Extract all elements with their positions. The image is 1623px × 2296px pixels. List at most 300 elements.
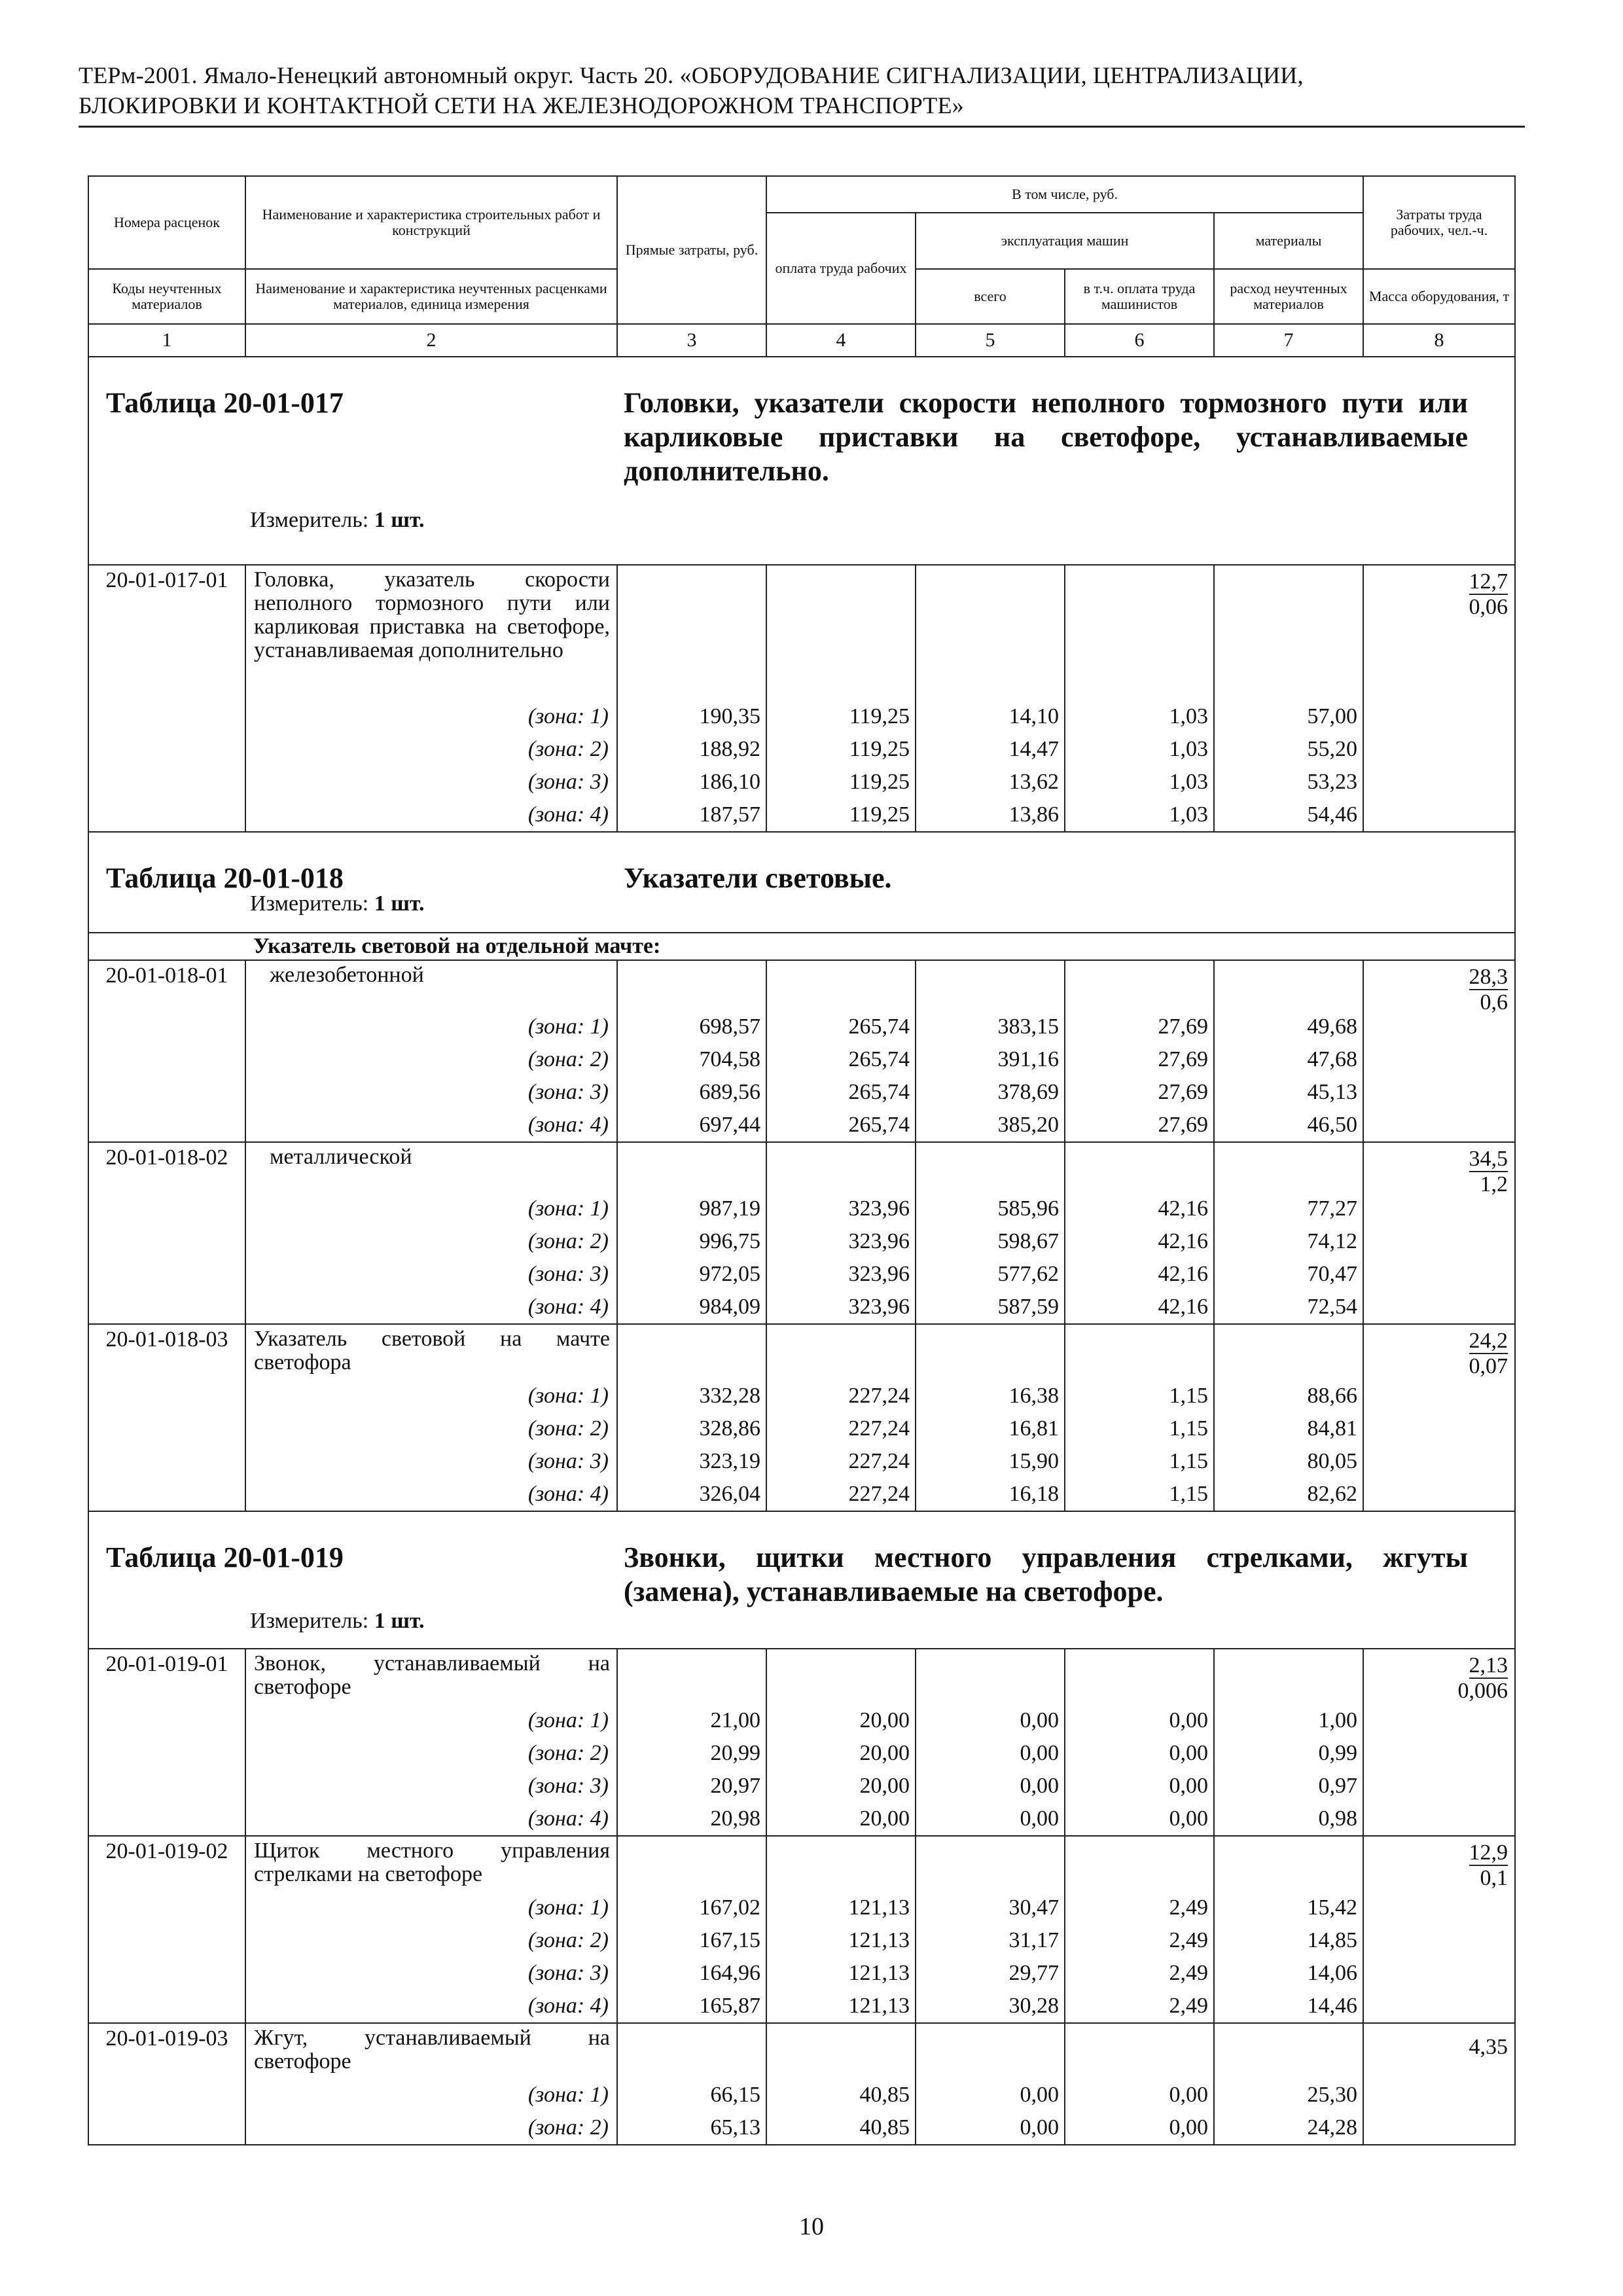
labor-mass bbox=[1363, 960, 1515, 1142]
operator-pay: 27,69 bbox=[1065, 1076, 1214, 1109]
labor-costs-value: 28,3 bbox=[1469, 965, 1508, 989]
zone-row bbox=[88, 1770, 1515, 1803]
worker-pay: 121,13 bbox=[766, 1892, 916, 1924]
subhead-row bbox=[88, 933, 1515, 960]
worker-pay: 227,24 bbox=[766, 1380, 916, 1412]
empty-cell bbox=[1065, 2023, 1214, 2079]
worker-pay: 20,00 bbox=[766, 1704, 916, 1737]
measure-value: 1 шт. bbox=[374, 508, 425, 532]
zone-label: (зона: 1) bbox=[245, 1892, 617, 1924]
zone-label: (зона: 3) bbox=[245, 1957, 617, 1990]
table-caption: Головки, указатели скорости неполного тормозного пути или карликовые приставки на светофоре, устанавливаемые дополнительно. bbox=[624, 387, 1468, 487]
rate-code: 20-01-019-03 bbox=[88, 2023, 245, 2145]
operator-pay: 1,03 bbox=[1065, 700, 1214, 733]
col-number: 8 bbox=[1363, 324, 1515, 357]
operator-pay: 1,03 bbox=[1065, 798, 1214, 832]
labor-costs-value: 2,13 bbox=[1469, 1653, 1508, 1677]
worker-pay: 227,24 bbox=[766, 1478, 916, 1511]
zone-label: (зона: 2) bbox=[245, 1737, 617, 1770]
zone-row bbox=[88, 1412, 1515, 1445]
materials: 74,12 bbox=[1214, 1225, 1363, 1258]
col-number: 2 bbox=[245, 324, 617, 357]
direct-costs: 164,96 bbox=[617, 1957, 766, 1990]
materials: 49,68 bbox=[1214, 1011, 1363, 1043]
worker-pay: 265,74 bbox=[766, 1043, 916, 1076]
measure-value: 1 шт. bbox=[374, 1609, 425, 1633]
col-materials: материалы bbox=[1214, 213, 1363, 269]
labor-mass bbox=[1363, 1649, 1515, 1836]
rate-name: Щиток местного управления стрелками на светофоре bbox=[245, 1836, 617, 1892]
machine-total: 16,18 bbox=[916, 1478, 1065, 1511]
rates-table-body bbox=[88, 176, 1515, 2145]
rates-table bbox=[88, 175, 1516, 2145]
materials: 45,13 bbox=[1214, 1076, 1363, 1109]
materials: 88,66 bbox=[1214, 1380, 1363, 1412]
materials: 24,28 bbox=[1214, 2111, 1363, 2145]
machine-total: 29,77 bbox=[916, 1957, 1065, 1990]
worker-pay: 119,25 bbox=[766, 700, 916, 733]
operator-pay: 42,16 bbox=[1065, 1225, 1214, 1258]
materials: 14,46 bbox=[1214, 1990, 1363, 2023]
col-labor-costs: Затраты труда рабочих, чел.-ч. bbox=[1363, 176, 1515, 269]
operator-pay: 2,49 bbox=[1065, 1957, 1214, 1990]
materials: 53,23 bbox=[1214, 766, 1363, 798]
direct-costs: 167,15 bbox=[617, 1924, 766, 1957]
operator-pay: 27,69 bbox=[1065, 1043, 1214, 1076]
table-caption: Указатели световые. bbox=[624, 862, 892, 894]
table-measure bbox=[250, 891, 425, 916]
table-measure bbox=[250, 1609, 425, 1634]
direct-costs: 65,13 bbox=[617, 2111, 766, 2145]
col-rate-numbers: Номера расценок bbox=[88, 176, 245, 269]
machine-total: 16,81 bbox=[916, 1412, 1065, 1445]
zone-row bbox=[88, 1076, 1515, 1109]
materials: 1,00 bbox=[1214, 1704, 1363, 1737]
machine-total: 385,20 bbox=[916, 1109, 1065, 1142]
equipment-mass-value: 1,2 bbox=[1480, 1172, 1508, 1196]
operator-pay: 2,49 bbox=[1065, 1990, 1214, 2023]
page-number: 10 bbox=[799, 2213, 824, 2240]
zone-label: (зона: 3) bbox=[245, 1770, 617, 1803]
col-material-codes: Коды неучтенных материалов bbox=[88, 269, 245, 324]
empty-cell bbox=[766, 565, 916, 700]
measure-value: 1 шт. bbox=[374, 891, 425, 916]
col-number: 7 bbox=[1214, 324, 1363, 357]
empty-cell bbox=[617, 1649, 766, 1704]
direct-costs: 20,99 bbox=[617, 1737, 766, 1770]
table-title-row bbox=[88, 357, 1515, 565]
machine-total: 15,90 bbox=[916, 1445, 1065, 1478]
direct-costs: 66,15 bbox=[617, 2079, 766, 2111]
machine-total: 14,47 bbox=[916, 733, 1065, 766]
operator-pay: 1,15 bbox=[1065, 1412, 1214, 1445]
col-equipment-mass: Масса оборудования, т bbox=[1363, 269, 1515, 324]
labor-costs-value: 34,5 bbox=[1469, 1147, 1508, 1171]
worker-pay: 265,74 bbox=[766, 1011, 916, 1043]
empty-cell bbox=[766, 1324, 916, 1380]
labor-mass bbox=[1363, 2023, 1515, 2145]
direct-costs: 972,05 bbox=[617, 1258, 766, 1291]
zone-row bbox=[88, 2111, 1515, 2145]
worker-pay: 323,96 bbox=[766, 1193, 916, 1225]
direct-costs: 165,87 bbox=[617, 1990, 766, 2023]
machine-total: 0,00 bbox=[916, 1770, 1065, 1803]
empty-cell bbox=[1214, 1836, 1363, 1892]
empty-cell bbox=[1214, 1324, 1363, 1380]
zone-row bbox=[88, 1704, 1515, 1737]
empty-cell bbox=[916, 565, 1065, 700]
labor-costs-value: 4,35 bbox=[1469, 2035, 1508, 2059]
table-title-row bbox=[88, 1511, 1515, 1649]
equipment-mass-value: 0,06 bbox=[1469, 595, 1508, 619]
zone-label: (зона: 4) bbox=[245, 1291, 617, 1324]
machine-total: 30,47 bbox=[916, 1892, 1065, 1924]
empty-cell bbox=[1065, 1142, 1214, 1193]
table-title-inner bbox=[89, 386, 1514, 535]
direct-costs: 689,56 bbox=[617, 1076, 766, 1109]
worker-pay: 323,96 bbox=[766, 1291, 916, 1324]
direct-costs: 987,19 bbox=[617, 1193, 766, 1225]
col-machine-operation: эксплуатация машин bbox=[916, 213, 1214, 269]
empty-cell bbox=[617, 1324, 766, 1380]
measure-label: Измеритель: bbox=[250, 1609, 369, 1633]
empty-cell bbox=[1214, 565, 1363, 700]
rate-code: 20-01-018-02 bbox=[88, 1142, 245, 1324]
table-title-inner bbox=[89, 861, 1514, 916]
header-line-1: ТЕРм-2001. Ямало-Ненецкий автономный округ. Часть 20. «ОБОРУДОВАНИЕ СИГНАЛИЗАЦИИ, ЦЕНТРАЛИЗАЦИИ, bbox=[79, 62, 1304, 88]
table-number: Таблица 20-01-018 bbox=[106, 862, 344, 894]
empty-cell bbox=[766, 1649, 916, 1704]
machine-total: 30,28 bbox=[916, 1990, 1065, 2023]
col-number: 3 bbox=[617, 324, 766, 357]
empty-cell bbox=[766, 1142, 916, 1193]
empty-cell bbox=[766, 1836, 916, 1892]
machine-total: 0,00 bbox=[916, 2111, 1065, 2145]
materials: 25,30 bbox=[1214, 2079, 1363, 2111]
zone-label: (зона: 1) bbox=[245, 1011, 617, 1043]
empty-cell bbox=[617, 2023, 766, 2079]
zone-label: (зона: 2) bbox=[245, 1043, 617, 1076]
worker-pay: 323,96 bbox=[766, 1225, 916, 1258]
operator-pay: 1,03 bbox=[1065, 766, 1214, 798]
operator-pay: 0,00 bbox=[1065, 1803, 1214, 1836]
zone-row bbox=[88, 1478, 1515, 1511]
zone-label: (зона: 4) bbox=[245, 798, 617, 832]
zone-label: (зона: 2) bbox=[245, 733, 617, 766]
materials: 14,85 bbox=[1214, 1924, 1363, 1957]
materials: 55,20 bbox=[1214, 733, 1363, 766]
operator-pay: 27,69 bbox=[1065, 1011, 1214, 1043]
empty-cell bbox=[916, 1649, 1065, 1704]
rate-code: 20-01-017-01 bbox=[88, 565, 245, 832]
table-row bbox=[88, 1836, 1515, 1892]
rate-name: металлической bbox=[245, 1142, 617, 1193]
zone-label: (зона: 2) bbox=[245, 2111, 617, 2145]
equipment-mass-value: 0,6 bbox=[1480, 990, 1508, 1014]
worker-pay: 40,85 bbox=[766, 2079, 916, 2111]
zone-label: (зона: 1) bbox=[245, 700, 617, 733]
zone-label: (зона: 3) bbox=[245, 1076, 617, 1109]
operator-pay: 0,00 bbox=[1065, 1770, 1214, 1803]
empty-cell bbox=[1214, 1649, 1363, 1704]
rate-name: Жгут, устанавливаемый на светофоре bbox=[245, 2023, 617, 2079]
worker-pay: 265,74 bbox=[766, 1076, 916, 1109]
labor-mass bbox=[1363, 1836, 1515, 2023]
machine-total: 391,16 bbox=[916, 1043, 1065, 1076]
machine-total: 13,86 bbox=[916, 798, 1065, 832]
worker-pay: 121,13 bbox=[766, 1957, 916, 1990]
empty-cell bbox=[916, 1142, 1065, 1193]
operator-pay: 1,15 bbox=[1065, 1380, 1214, 1412]
rate-code: 20-01-019-01 bbox=[88, 1649, 245, 1836]
col-direct-costs: Прямые затраты, руб. bbox=[617, 176, 766, 324]
machine-total: 598,67 bbox=[916, 1225, 1065, 1258]
zone-row bbox=[88, 1258, 1515, 1291]
table-measure bbox=[250, 508, 425, 533]
machine-total: 378,69 bbox=[916, 1076, 1065, 1109]
operator-pay: 0,00 bbox=[1065, 1704, 1214, 1737]
direct-costs: 328,86 bbox=[617, 1412, 766, 1445]
worker-pay: 265,74 bbox=[766, 1109, 916, 1142]
table-row bbox=[88, 565, 1515, 700]
zone-row bbox=[88, 700, 1515, 733]
rate-name: Указатель световой на мачте светофора bbox=[245, 1324, 617, 1380]
zone-label: (зона: 2) bbox=[245, 1924, 617, 1957]
direct-costs: 996,75 bbox=[617, 1225, 766, 1258]
worker-pay: 20,00 bbox=[766, 1737, 916, 1770]
direct-costs: 188,92 bbox=[617, 733, 766, 766]
direct-costs: 326,04 bbox=[617, 1478, 766, 1511]
operator-pay: 1,03 bbox=[1065, 733, 1214, 766]
zone-label: (зона: 3) bbox=[245, 766, 617, 798]
col-work-name: Наименование и характеристика строительных работ и конструкций bbox=[245, 176, 617, 269]
table-caption: Звонки, щитки местного управления стрелками, жгуты (замена), устанавливаемые на светофоре. bbox=[624, 1541, 1468, 1607]
header-line-2: БЛОКИРОВКИ И КОНТАКТНОЙ СЕТИ НА ЖЕЛЕЗНОДОРОЖНОМ ТРАНСПОРТЕ» bbox=[79, 92, 964, 118]
zone-label: (зона: 1) bbox=[245, 1380, 617, 1412]
zone-row bbox=[88, 1225, 1515, 1258]
operator-pay: 27,69 bbox=[1065, 1109, 1214, 1142]
zone-label: (зона: 4) bbox=[245, 1803, 617, 1836]
empty-cell bbox=[766, 960, 916, 1011]
worker-pay: 323,96 bbox=[766, 1258, 916, 1291]
operator-pay: 2,49 bbox=[1065, 1892, 1214, 1924]
rate-code: 20-01-018-03 bbox=[88, 1324, 245, 1511]
empty-cell bbox=[766, 2023, 916, 2079]
materials: 70,47 bbox=[1214, 1258, 1363, 1291]
zone-row bbox=[88, 1043, 1515, 1076]
zone-label: (зона: 4) bbox=[245, 1990, 617, 2023]
materials: 0,97 bbox=[1214, 1770, 1363, 1803]
col-material-name: Наименование и характеристика неучтенных расценками материалов, единица измерения bbox=[245, 269, 617, 324]
worker-pay: 227,24 bbox=[766, 1412, 916, 1445]
zone-row bbox=[88, 2079, 1515, 2111]
direct-costs: 167,02 bbox=[617, 1892, 766, 1924]
zone-label: (зона: 4) bbox=[245, 1478, 617, 1511]
table-number: Таблица 20-01-019 bbox=[106, 1541, 344, 1573]
worker-pay: 227,24 bbox=[766, 1445, 916, 1478]
materials: 46,50 bbox=[1214, 1109, 1363, 1142]
empty-cell bbox=[916, 1836, 1065, 1892]
operator-pay: 42,16 bbox=[1065, 1291, 1214, 1324]
zone-row bbox=[88, 1380, 1515, 1412]
equipment-mass-value: 0,006 bbox=[1457, 1679, 1508, 1703]
table-subhead: Указатель световой на отдельной мачте: bbox=[245, 933, 1515, 960]
col-including: В том числе, руб. bbox=[766, 176, 1363, 213]
operator-pay: 2,49 bbox=[1065, 1924, 1214, 1957]
machine-total: 587,59 bbox=[916, 1291, 1065, 1324]
equipment-mass-value: 0,07 bbox=[1469, 1354, 1508, 1378]
zone-row bbox=[88, 1445, 1515, 1478]
zone-row bbox=[88, 1803, 1515, 1836]
table-title-inner bbox=[89, 1541, 1514, 1633]
zone-label: (зона: 3) bbox=[245, 1258, 617, 1291]
rate-code: 20-01-019-02 bbox=[88, 1836, 245, 2023]
zone-label: (зона: 3) bbox=[245, 1445, 617, 1478]
zone-label: (зона: 1) bbox=[245, 1704, 617, 1737]
direct-costs: 186,10 bbox=[617, 766, 766, 798]
table-title bbox=[88, 832, 1515, 933]
table-row bbox=[88, 960, 1515, 1011]
worker-pay: 119,25 bbox=[766, 733, 916, 766]
empty-cell bbox=[1065, 1649, 1214, 1704]
table-row bbox=[88, 1649, 1515, 1704]
operator-pay: 0,00 bbox=[1065, 2111, 1214, 2145]
materials: 82,62 bbox=[1214, 1478, 1363, 1511]
col-number: 1 bbox=[88, 324, 245, 357]
worker-pay: 121,13 bbox=[766, 1990, 916, 2023]
direct-costs: 20,98 bbox=[617, 1803, 766, 1836]
machine-total: 16,38 bbox=[916, 1380, 1065, 1412]
direct-costs: 323,19 bbox=[617, 1445, 766, 1478]
table-title bbox=[88, 357, 1515, 565]
zone-row bbox=[88, 1957, 1515, 1990]
col-operator-pay: в т.ч. оплата труда машинистов bbox=[1065, 269, 1214, 324]
empty-cell bbox=[617, 1142, 766, 1193]
machine-total: 0,00 bbox=[916, 1704, 1065, 1737]
operator-pay: 42,16 bbox=[1065, 1258, 1214, 1291]
empty-cell bbox=[1214, 960, 1363, 1011]
empty-cell bbox=[916, 960, 1065, 1011]
direct-costs: 187,57 bbox=[617, 798, 766, 832]
materials: 0,98 bbox=[1214, 1803, 1363, 1836]
zone-row bbox=[88, 1990, 1515, 2023]
empty-cell bbox=[916, 1324, 1065, 1380]
direct-costs: 697,44 bbox=[617, 1109, 766, 1142]
empty-cell bbox=[1214, 1142, 1363, 1193]
labor-costs-value: 12,9 bbox=[1469, 1840, 1508, 1865]
direct-costs: 332,28 bbox=[617, 1380, 766, 1412]
materials: 77,27 bbox=[1214, 1193, 1363, 1225]
labor-costs-value: 12,7 bbox=[1469, 569, 1508, 594]
table-title bbox=[88, 1511, 1515, 1649]
materials: 80,05 bbox=[1214, 1445, 1363, 1478]
operator-pay: 1,15 bbox=[1065, 1445, 1214, 1478]
zone-label: (зона: 1) bbox=[245, 1193, 617, 1225]
zone-label: (зона: 2) bbox=[245, 1412, 617, 1445]
table-title-row bbox=[88, 832, 1515, 933]
col-number: 4 bbox=[766, 324, 916, 357]
empty-cell bbox=[617, 565, 766, 700]
materials: 57,00 bbox=[1214, 700, 1363, 733]
zone-row bbox=[88, 1011, 1515, 1043]
subhead-spacer bbox=[88, 933, 245, 960]
empty-cell bbox=[617, 1836, 766, 1892]
machine-total: 585,96 bbox=[916, 1193, 1065, 1225]
machine-total: 31,17 bbox=[916, 1924, 1065, 1957]
zone-row bbox=[88, 798, 1515, 832]
measure-label: Измеритель: bbox=[250, 891, 369, 916]
zone-row bbox=[88, 1109, 1515, 1142]
zone-row bbox=[88, 1737, 1515, 1770]
empty-cell bbox=[1214, 2023, 1363, 2079]
machine-total: 0,00 bbox=[916, 1803, 1065, 1836]
col-number: 5 bbox=[916, 324, 1065, 357]
zone-label: (зона: 1) bbox=[245, 2079, 617, 2111]
direct-costs: 190,35 bbox=[617, 700, 766, 733]
zone-row bbox=[88, 1291, 1515, 1324]
machine-total: 0,00 bbox=[916, 2079, 1065, 2111]
document-header bbox=[79, 60, 1525, 128]
machine-total: 0,00 bbox=[916, 1737, 1065, 1770]
rate-code: 20-01-018-01 bbox=[88, 960, 245, 1142]
labor-mass bbox=[1363, 565, 1515, 832]
machine-total: 13,62 bbox=[916, 766, 1065, 798]
direct-costs: 984,09 bbox=[617, 1291, 766, 1324]
operator-pay: 42,16 bbox=[1065, 1193, 1214, 1225]
table-number: Таблица 20-01-017 bbox=[106, 387, 344, 419]
materials: 72,54 bbox=[1214, 1291, 1363, 1324]
rate-name: железобетонной bbox=[245, 960, 617, 1011]
empty-cell bbox=[1065, 1836, 1214, 1892]
direct-costs: 704,58 bbox=[617, 1043, 766, 1076]
rate-name: Звонок, устанавливаемый на светофоре bbox=[245, 1649, 617, 1704]
direct-costs: 21,00 bbox=[617, 1704, 766, 1737]
empty-cell bbox=[1065, 565, 1214, 700]
table-row bbox=[88, 2023, 1515, 2079]
machine-total: 14,10 bbox=[916, 700, 1065, 733]
col-material-consumption: расход неучтенных материалов bbox=[1214, 269, 1363, 324]
rate-name: Головка, указатель скорости неполного тормозного пути или карликовая приставка на светофоре, устанавливаемая дополнительно bbox=[245, 565, 617, 700]
zone-row bbox=[88, 1892, 1515, 1924]
worker-pay: 121,13 bbox=[766, 1924, 916, 1957]
zone-row bbox=[88, 733, 1515, 766]
operator-pay: 1,15 bbox=[1065, 1478, 1214, 1511]
direct-costs: 20,97 bbox=[617, 1770, 766, 1803]
col-total: всего bbox=[916, 269, 1065, 324]
materials: 14,06 bbox=[1214, 1957, 1363, 1990]
worker-pay: 40,85 bbox=[766, 2111, 916, 2145]
labor-costs-value: 24,2 bbox=[1469, 1329, 1508, 1353]
table-row bbox=[88, 1324, 1515, 1380]
zone-row bbox=[88, 766, 1515, 798]
empty-cell bbox=[617, 960, 766, 1011]
empty-cell bbox=[1065, 960, 1214, 1011]
zone-row bbox=[88, 1924, 1515, 1957]
operator-pay: 0,00 bbox=[1065, 1737, 1214, 1770]
direct-costs: 698,57 bbox=[617, 1011, 766, 1043]
empty-cell bbox=[916, 2023, 1065, 2079]
machine-total: 577,62 bbox=[916, 1258, 1065, 1291]
materials: 54,46 bbox=[1214, 798, 1363, 832]
zone-row bbox=[88, 1193, 1515, 1225]
zone-label: (зона: 2) bbox=[245, 1225, 617, 1258]
equipment-mass-value: 0,1 bbox=[1480, 1866, 1508, 1890]
zone-label: (зона: 4) bbox=[245, 1109, 617, 1142]
worker-pay: 20,00 bbox=[766, 1770, 916, 1803]
measure-label: Измеритель: bbox=[250, 508, 369, 532]
labor-mass bbox=[1363, 1324, 1515, 1511]
worker-pay: 20,00 bbox=[766, 1803, 916, 1836]
